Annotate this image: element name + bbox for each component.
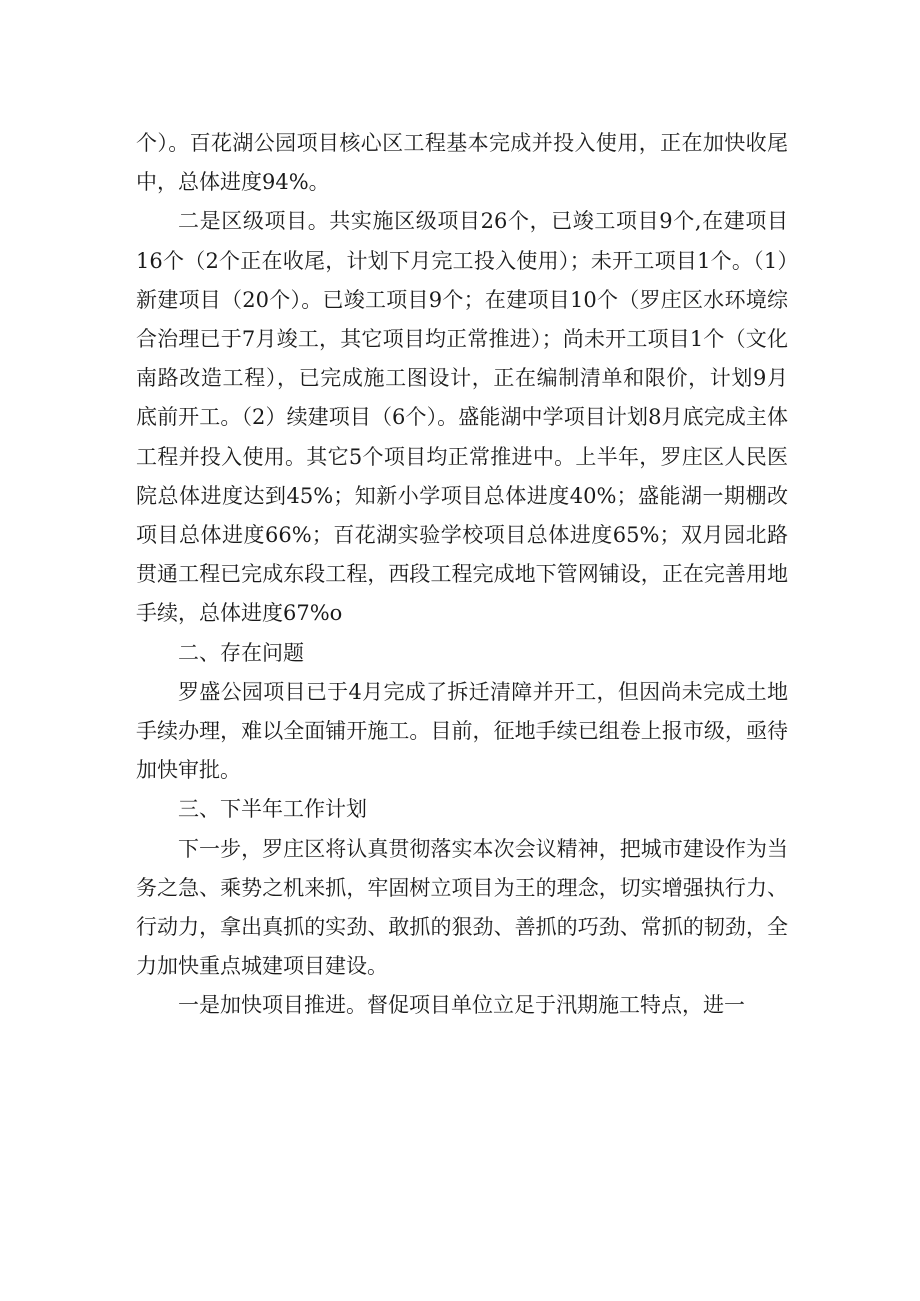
section-heading-problems: 二、存在问题: [178, 640, 304, 665]
paragraph-problems: 罗盛公园项目已于4月完成了拆迁清障并开工，但因尚未完成土地手续办理，难以全面铺开施工。目前，征地手续已组卷上报市级，亟待加快审批。: [136, 679, 788, 783]
paragraph-district-projects: 二是区级项目。共实施区级项目26个，已竣工项目9个,在建项目16个（2个正在收尾，计划下月完工投入使用）；未开工项目1个。（1）新建项目（20个）。已竣工项目9个；在建项目10个（罗庄区水环境综合治理已于7月竣工，其它项目均正常推进）；尚未开工项目1个（文化南路改造工程），已完成施工图设计，正在编制清单和限价，计划9月底前开工。（2）续建项目（6个）。盛能湖中学项目计划8月底完成主体工程并投入使用。其它5个项目均正常推进中。上半年，罗庄区人民医院总体进度达到45%；知新小学项目总体进度40%；盛能湖一期棚改项目总体进度66%；百花湖实验学校项目总体进度65%；双月园北路贯通工程已完成东段工程，西段工程完成地下管网铺设，正在完善用地手续，总体进度67%o: [136, 209, 788, 626]
paragraph-city-project-progress: 个）。百花湖公园项目核心区工程基本完成并投入使用，正在加快收尾中，总体进度94%。: [136, 131, 788, 195]
section-heading-work-plan: 三、下半年工作计划: [178, 797, 367, 822]
paragraph-accelerate-projects: 一是加快项目推进。督促项目单位立足于汛期施工特点，进一: [178, 993, 745, 1018]
paragraph-next-steps: 下一步，罗庄区将认真贯彻落实本次会议精神，把城市建设作为当务之急、乘势之机来抓，牢固树立项目为王的理念，切实增强执行力、行动力，拿出真抓的实劲、敢抓的狠劲、善抓的巧劲、常抓的韧劲，全力加快重点城建项目建设。: [136, 836, 788, 979]
document-page: [136, 124, 788, 1026]
